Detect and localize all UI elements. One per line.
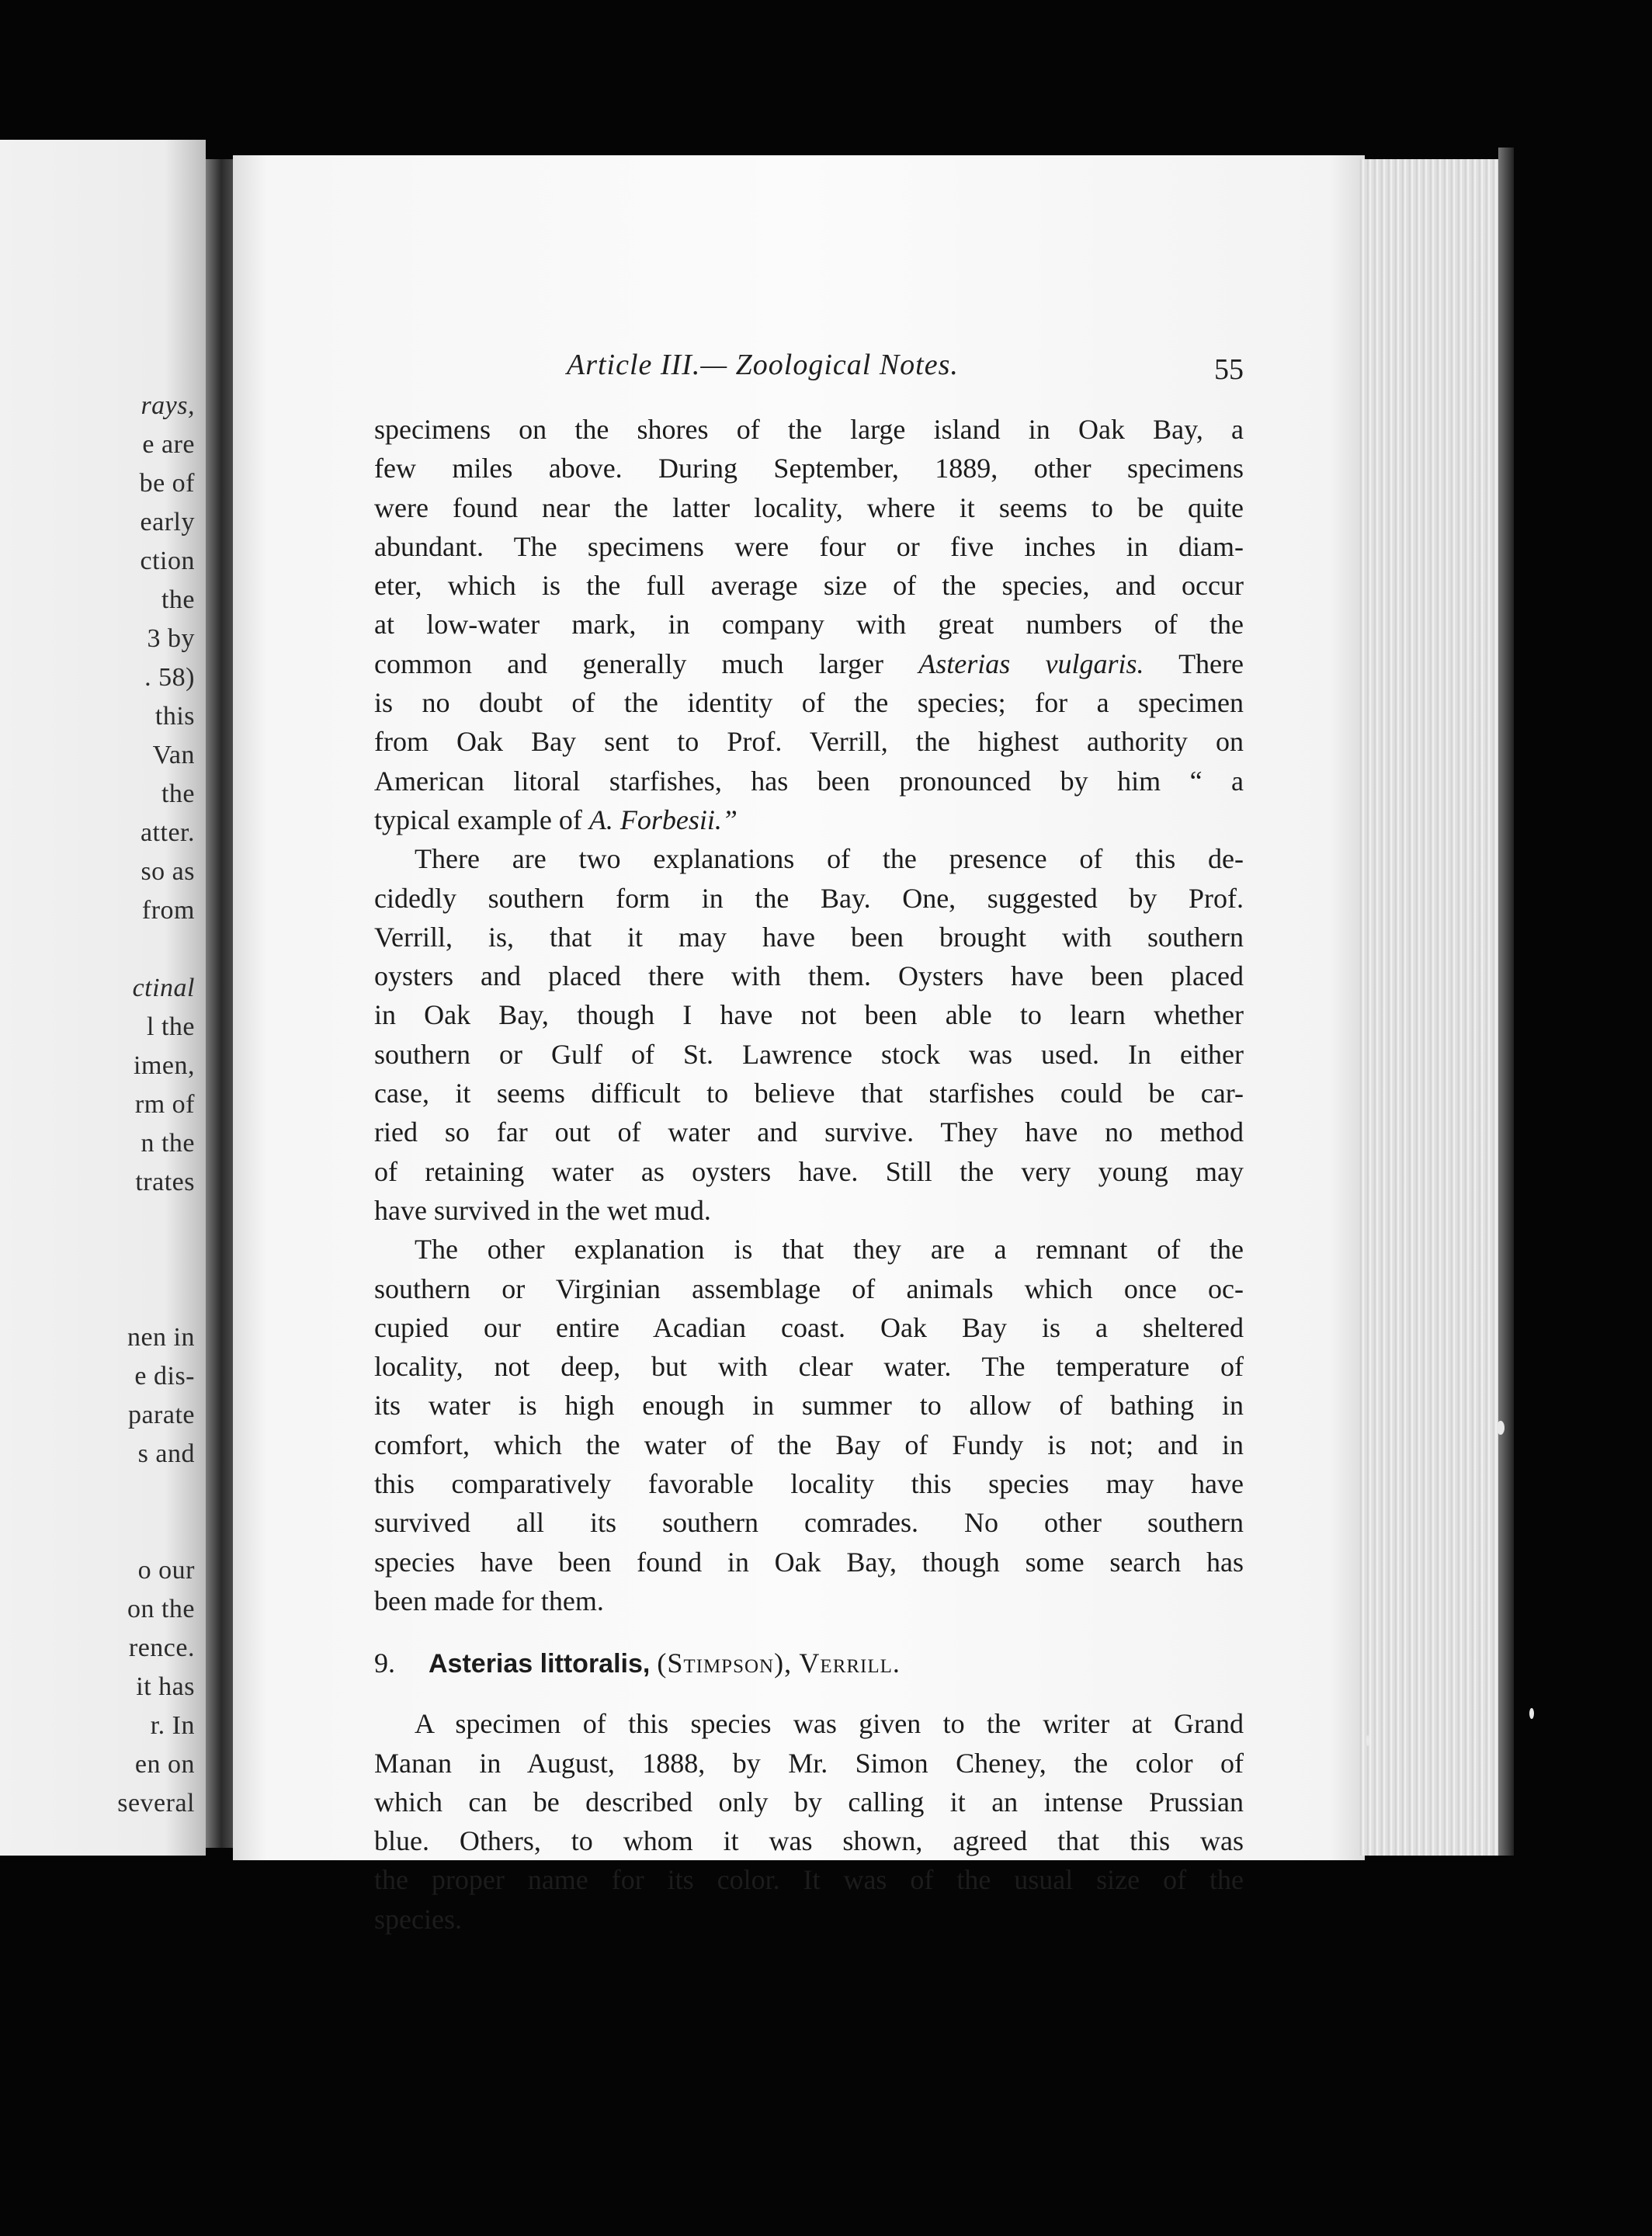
page-header — [334, 348, 1244, 394]
text-line: eter, which is the full average size of the species, and occur — [374, 570, 1244, 602]
facing-line — [117, 1241, 195, 1279]
text-line: in Oak Bay, though I have not been able to learn whether — [374, 999, 1244, 1031]
text-line: its water is high enough in summer to allow of bathing in — [374, 1390, 1244, 1422]
page-edge-shadow — [1498, 148, 1514, 1856]
dust-speck — [1529, 1708, 1534, 1719]
text-line: been made for them. — [374, 1585, 604, 1616]
facing-line — [117, 1202, 195, 1241]
facing-line: rays, — [141, 391, 195, 420]
facing-line: Van — [152, 741, 195, 769]
text-line: species. — [374, 1903, 462, 1935]
species-name: Asterias vulgaris. — [918, 648, 1144, 679]
running-title: Article III.— Zoological Notes. — [567, 349, 959, 381]
text-line: case, it seems difficult to believe that starfishes could be car- — [374, 1078, 1244, 1109]
page-number: 55 — [1214, 353, 1244, 386]
facing-line: several — [117, 1789, 195, 1818]
facing-line: be of — [139, 469, 195, 498]
paragraph — [374, 410, 1244, 839]
facing-line: o our — [137, 1556, 195, 1585]
text-line: specimens on the shores of the large island in Oak Bay, a — [374, 414, 1244, 445]
text-line: comfort, which the water of the Bay of Fundy is not; and in — [374, 1429, 1244, 1460]
text-line: of retaining water as oysters have. Still the very young may — [374, 1155, 1244, 1187]
section-species: Asterias littoralis, — [429, 1649, 651, 1679]
text-run: typical example of — [374, 804, 582, 835]
text-line — [374, 644, 1244, 683]
facing-line — [117, 930, 195, 969]
facing-line: rm of — [134, 1090, 195, 1119]
dust-speck — [1366, 1735, 1369, 1746]
text-line: southern or Virginian assemblage of animals which once oc- — [374, 1273, 1244, 1304]
paragraph — [374, 1704, 1244, 1939]
facing-line: from — [141, 896, 195, 925]
text-line: at low-water mark, in company with great numbers of the — [374, 609, 1244, 641]
text-run: common and generally much larger — [374, 648, 884, 679]
facing-line: so as — [141, 857, 195, 886]
facing-line — [117, 1474, 195, 1512]
facing-line: r. In — [150, 1711, 195, 1740]
facing-line — [117, 1279, 195, 1318]
page-block-edge — [1359, 159, 1498, 1856]
facing-line — [117, 1512, 195, 1551]
facing-line: 3 by — [147, 624, 195, 653]
paragraph — [374, 1230, 1244, 1620]
facing-line: nen in — [127, 1323, 195, 1352]
facing-line: en on — [134, 1750, 195, 1779]
text-line: Manan in August, 1888, by Mr. Simon Cheney, the color of — [374, 1747, 1244, 1779]
section-heading — [374, 1644, 1244, 1682]
page-body — [374, 410, 1244, 1939]
text-line: were found near the latter locality, where it seems to be quite — [374, 491, 1244, 523]
facing-line: it has — [136, 1672, 195, 1701]
facing-line: n the — [141, 1129, 195, 1158]
text-line: this comparatively favorable locality this species may have — [374, 1468, 1244, 1500]
text-line: oysters and placed there with them. Oysters have been placed — [374, 960, 1244, 992]
facing-line: imen, — [134, 1051, 195, 1080]
text-line: abundant. The specimens were four or five inches in diam- — [374, 530, 1244, 562]
facing-line: l the — [147, 1012, 195, 1041]
facing-line: the — [161, 585, 195, 614]
text-line: southern or Gulf of St. Lawrence stock was used. In either — [374, 1038, 1244, 1070]
facing-page-text — [117, 387, 195, 1823]
text-line: have survived in the wet mud. — [374, 1194, 711, 1226]
facing-line: on the — [127, 1595, 195, 1623]
facing-line: e dis- — [134, 1362, 195, 1391]
section-authority: (Stimpson), Verrill. — [657, 1647, 901, 1679]
facing-line: atter. — [140, 818, 195, 847]
species-name: A. Forbesii.” — [588, 804, 738, 835]
text-line: species have been found in Oak Bay, though some search has — [374, 1546, 1244, 1578]
text-line: which can be described only by calling it an intense Prussian — [374, 1786, 1244, 1818]
section-number: 9. — [374, 1647, 395, 1679]
text-line: A specimen of this species was given to the writer at Grand — [415, 1708, 1244, 1740]
text-line: American litoral starfishes, has been pronounced by him “ a — [374, 765, 1244, 797]
text-line: few miles above. During September, 1889, other specimens — [374, 453, 1244, 484]
facing-line: . 58) — [144, 663, 195, 692]
text-run: There — [1178, 648, 1244, 679]
facing-line: rence. — [128, 1634, 195, 1662]
facing-line: s and — [137, 1439, 195, 1468]
text-line: the proper name for its color. It was of the usual size of the — [374, 1864, 1244, 1896]
dust-speck — [1497, 1421, 1504, 1435]
text-line: ried so far out of water and survive. They have no method — [374, 1116, 1244, 1148]
text-line — [374, 800, 1244, 839]
facing-page — [0, 140, 206, 1856]
book-gutter — [206, 159, 237, 1848]
text-line: The other explanation is that they are a remnant of the — [415, 1234, 1244, 1266]
text-line: survived all its southern comrades. No other southern — [374, 1507, 1244, 1539]
text-line: cidedly southern form in the Bay. One, suggested by Prof. — [374, 882, 1244, 914]
text-line: Verrill, is, that it may have been brought with southern — [374, 921, 1244, 953]
text-line: is no doubt of the identity of the species; for a specimen — [374, 687, 1244, 719]
paragraph — [374, 839, 1244, 1230]
text-line: cupied our entire Acadian coast. Oak Bay is a sheltered — [374, 1311, 1244, 1343]
facing-line: this — [154, 702, 195, 731]
facing-line: early — [140, 508, 195, 536]
text-line: There are two explanations of the presence of this de- — [415, 843, 1244, 875]
facing-line: e are — [142, 430, 195, 459]
facing-line: parate — [127, 1401, 195, 1429]
text-line: blue. Others, to whom it was shown, agreed that this was — [374, 1825, 1244, 1857]
text-line: locality, not deep, but with clear water. The temperature of — [374, 1351, 1244, 1383]
text-line: from Oak Bay sent to Prof. Verrill, the highest authority on — [374, 726, 1244, 758]
facing-line: ctinal — [132, 974, 195, 1002]
facing-line: ction — [140, 547, 195, 575]
facing-line: the — [161, 779, 195, 808]
facing-line: trates — [135, 1168, 195, 1196]
